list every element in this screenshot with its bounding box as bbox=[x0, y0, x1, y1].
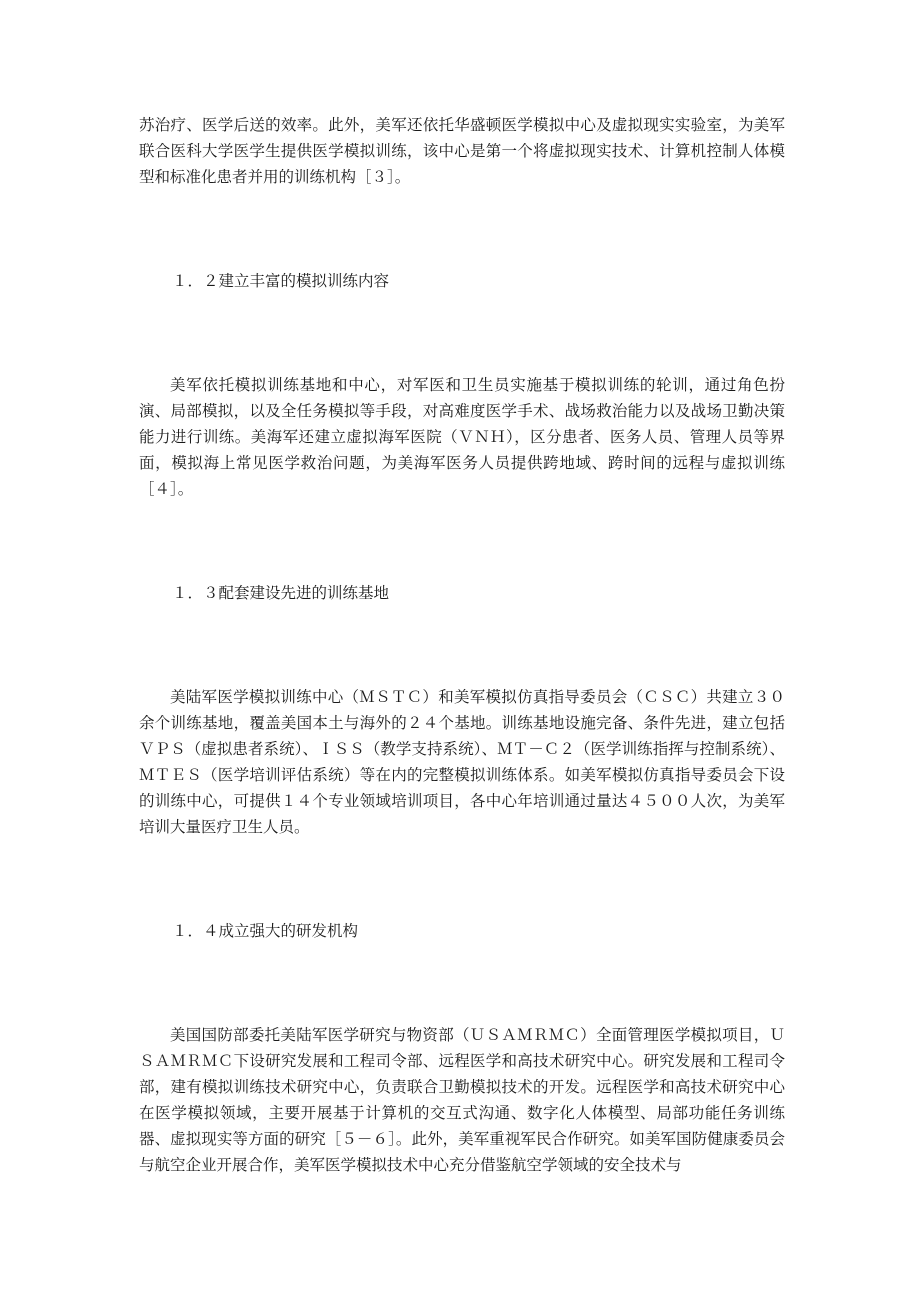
section-heading-1-2: １．２建立丰富的模拟训练内容 bbox=[172, 272, 390, 290]
paragraph-training-bases: 美陆军医学模拟训练中心（ＭＳＴＣ）和美军模拟仿真指导委员会（ＣＳＣ）共建立３０余个训练基地，覆盖美国本土与海外的２４个基地。训练基地设施完备、条件先进，建立包括ＶＰＳ（虚拟患者系统）、ＩＳＳ（教学支持系统）、ＭＴ－Ｃ２（医学训练指挥与控制系统）、ＭＴＥＳ（医学培训评估系统）等在内的完整模拟训练体系。如美军模拟仿真指导委员会下设的训练中心，可提供１４个专业领域培训项目，各中心年培训通过量达４５００人次，为美军培训大量医疗卫生人员。 bbox=[139, 688, 785, 836]
paragraph-training-content: 美军依托模拟训练基地和中心，对军医和卫生员实施基于模拟训练的轮训，通过角色扮演、局部模拟，以及全任务模拟等手段，对高难度医学手术、战场救治能力以及战场卫勤决策能力进行训练。美海军还建立虚拟海军医院（ＶＮＨ），区分患者、医务人员、管理人员等界面，模拟海上常见医学救治问题，为美海军医务人员提供跨地域、跨时间的远程与虚拟训练［４］。 bbox=[139, 376, 785, 498]
paragraph-research-institutions: 美国国防部委托美陆军医学研究与物资部（ＵＳＡＭＲＭＣ）全面管理医学模拟项目，ＵＳＡＭＲＭＣ下设研究发展和工程司令部、远程医学和高技术研究中心。研究发展和工程司令部，建有模拟训练技术研究中心，负责联合卫勤模拟技术的开发。远程医学和高技术研究中心在医学模拟领域，主要开展基于计算机的交互式沟通、数字化人体模型、局部功能任务训练器、虚拟现实等方面的研究［５－６］。此外，美军重视军民合作研究。如美军国防健康委员会与航空企业开展合作，美军医学模拟技术中心充分借鉴航空学领域的安全技术与 bbox=[139, 1026, 785, 1174]
section-heading-1-3: １．３配套建设先进的训练基地 bbox=[172, 584, 390, 602]
section-heading-1-4: １．４成立强大的研发机构 bbox=[172, 922, 359, 940]
paragraph-continuation: 苏治疗、医学后送的效率。此外，美军还依托华盛顿医学模拟中心及虚拟现实实验室，为美军联合医科大学医学生提供医学模拟训练，该中心是第一个将虚拟现实技术、计算机控制人体模型和标准化患者并用的训练机构［３］。 bbox=[139, 116, 785, 186]
